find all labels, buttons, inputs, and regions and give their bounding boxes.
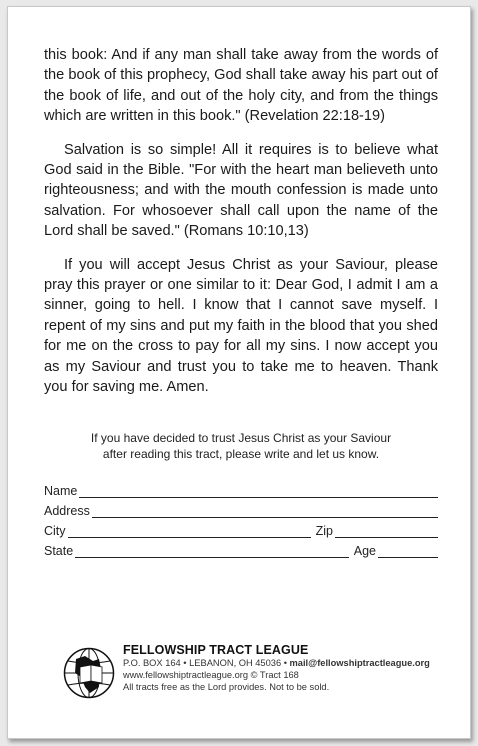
publisher-address: P.O. BOX 164 • LEBANON, OH 45036 • bbox=[123, 658, 290, 668]
response-form bbox=[44, 478, 438, 558]
name-label: Name bbox=[44, 483, 78, 498]
response-notice bbox=[44, 430, 438, 462]
form-row-address bbox=[44, 498, 438, 518]
form-row-city bbox=[44, 518, 438, 538]
zip-label: Zip bbox=[315, 523, 333, 538]
age-label: Age bbox=[353, 543, 376, 558]
publisher-footer bbox=[63, 643, 453, 703]
age-field[interactable] bbox=[378, 544, 438, 558]
publisher-website[interactable]: www.fellowshiptractleague.org © Tract 168 bbox=[123, 670, 299, 680]
publisher-email-link[interactable]: mail@fellowshiptractleague.org bbox=[289, 658, 430, 668]
address-field[interactable] bbox=[92, 504, 438, 518]
paragraph-revelation: this book: And if any man shall take away from the words of the book of this prophecy, God shall take away his part out of the book of life, and out of the holy city, and from the things which are written in this book." (Revelation 22:18-19) bbox=[44, 47, 438, 125]
state-field[interactable] bbox=[75, 544, 349, 558]
city-field[interactable] bbox=[68, 524, 311, 538]
publisher-name: FELLOWSHIP TRACT LEAGUE bbox=[123, 643, 309, 657]
zip-field[interactable] bbox=[335, 524, 438, 538]
form-row-state bbox=[44, 538, 438, 558]
paragraph-salvation: Salvation is so simple! All it requires is to believe what God said in the Bible. "For with the heart man believeth unto righteousness; and with the mouth confession is made unto salvation. For whosoever shall call upon the name of the Lord shall be saved." (Romans 10:10,13) bbox=[44, 141, 438, 240]
tract-content bbox=[44, 45, 438, 558]
notice-line-2: after reading this tract, please write and let us know. bbox=[102, 446, 380, 461]
address-label: Address bbox=[44, 503, 90, 518]
notice-line-1: If you have decided to trust Jesus Christ as your Saviour bbox=[90, 430, 392, 445]
name-field[interactable] bbox=[79, 484, 438, 498]
publisher-address-line bbox=[123, 657, 430, 669]
state-label: State bbox=[44, 543, 74, 558]
publisher-note: All tracts free as the Lord provides. Not to be sold. bbox=[123, 682, 330, 692]
form-row-name bbox=[44, 478, 438, 498]
paragraph-prayer: If you will accept Jesus Christ as your Saviour, please pray this prayer or one similar to it: Dear God, I admit I am a sinner, going to hell. I know that I cannot save myself. I repent of my sins and put my faith in the blood that you shed for me on the cross to pay for all my sins. I now accept you as my Saviour and trust you to take me to heaven. Thank you for saving me. Amen. bbox=[44, 256, 438, 396]
city-label: City bbox=[44, 523, 66, 538]
publisher-text bbox=[123, 643, 430, 693]
globe-with-bible-icon bbox=[63, 647, 115, 699]
tract-page bbox=[7, 6, 471, 739]
